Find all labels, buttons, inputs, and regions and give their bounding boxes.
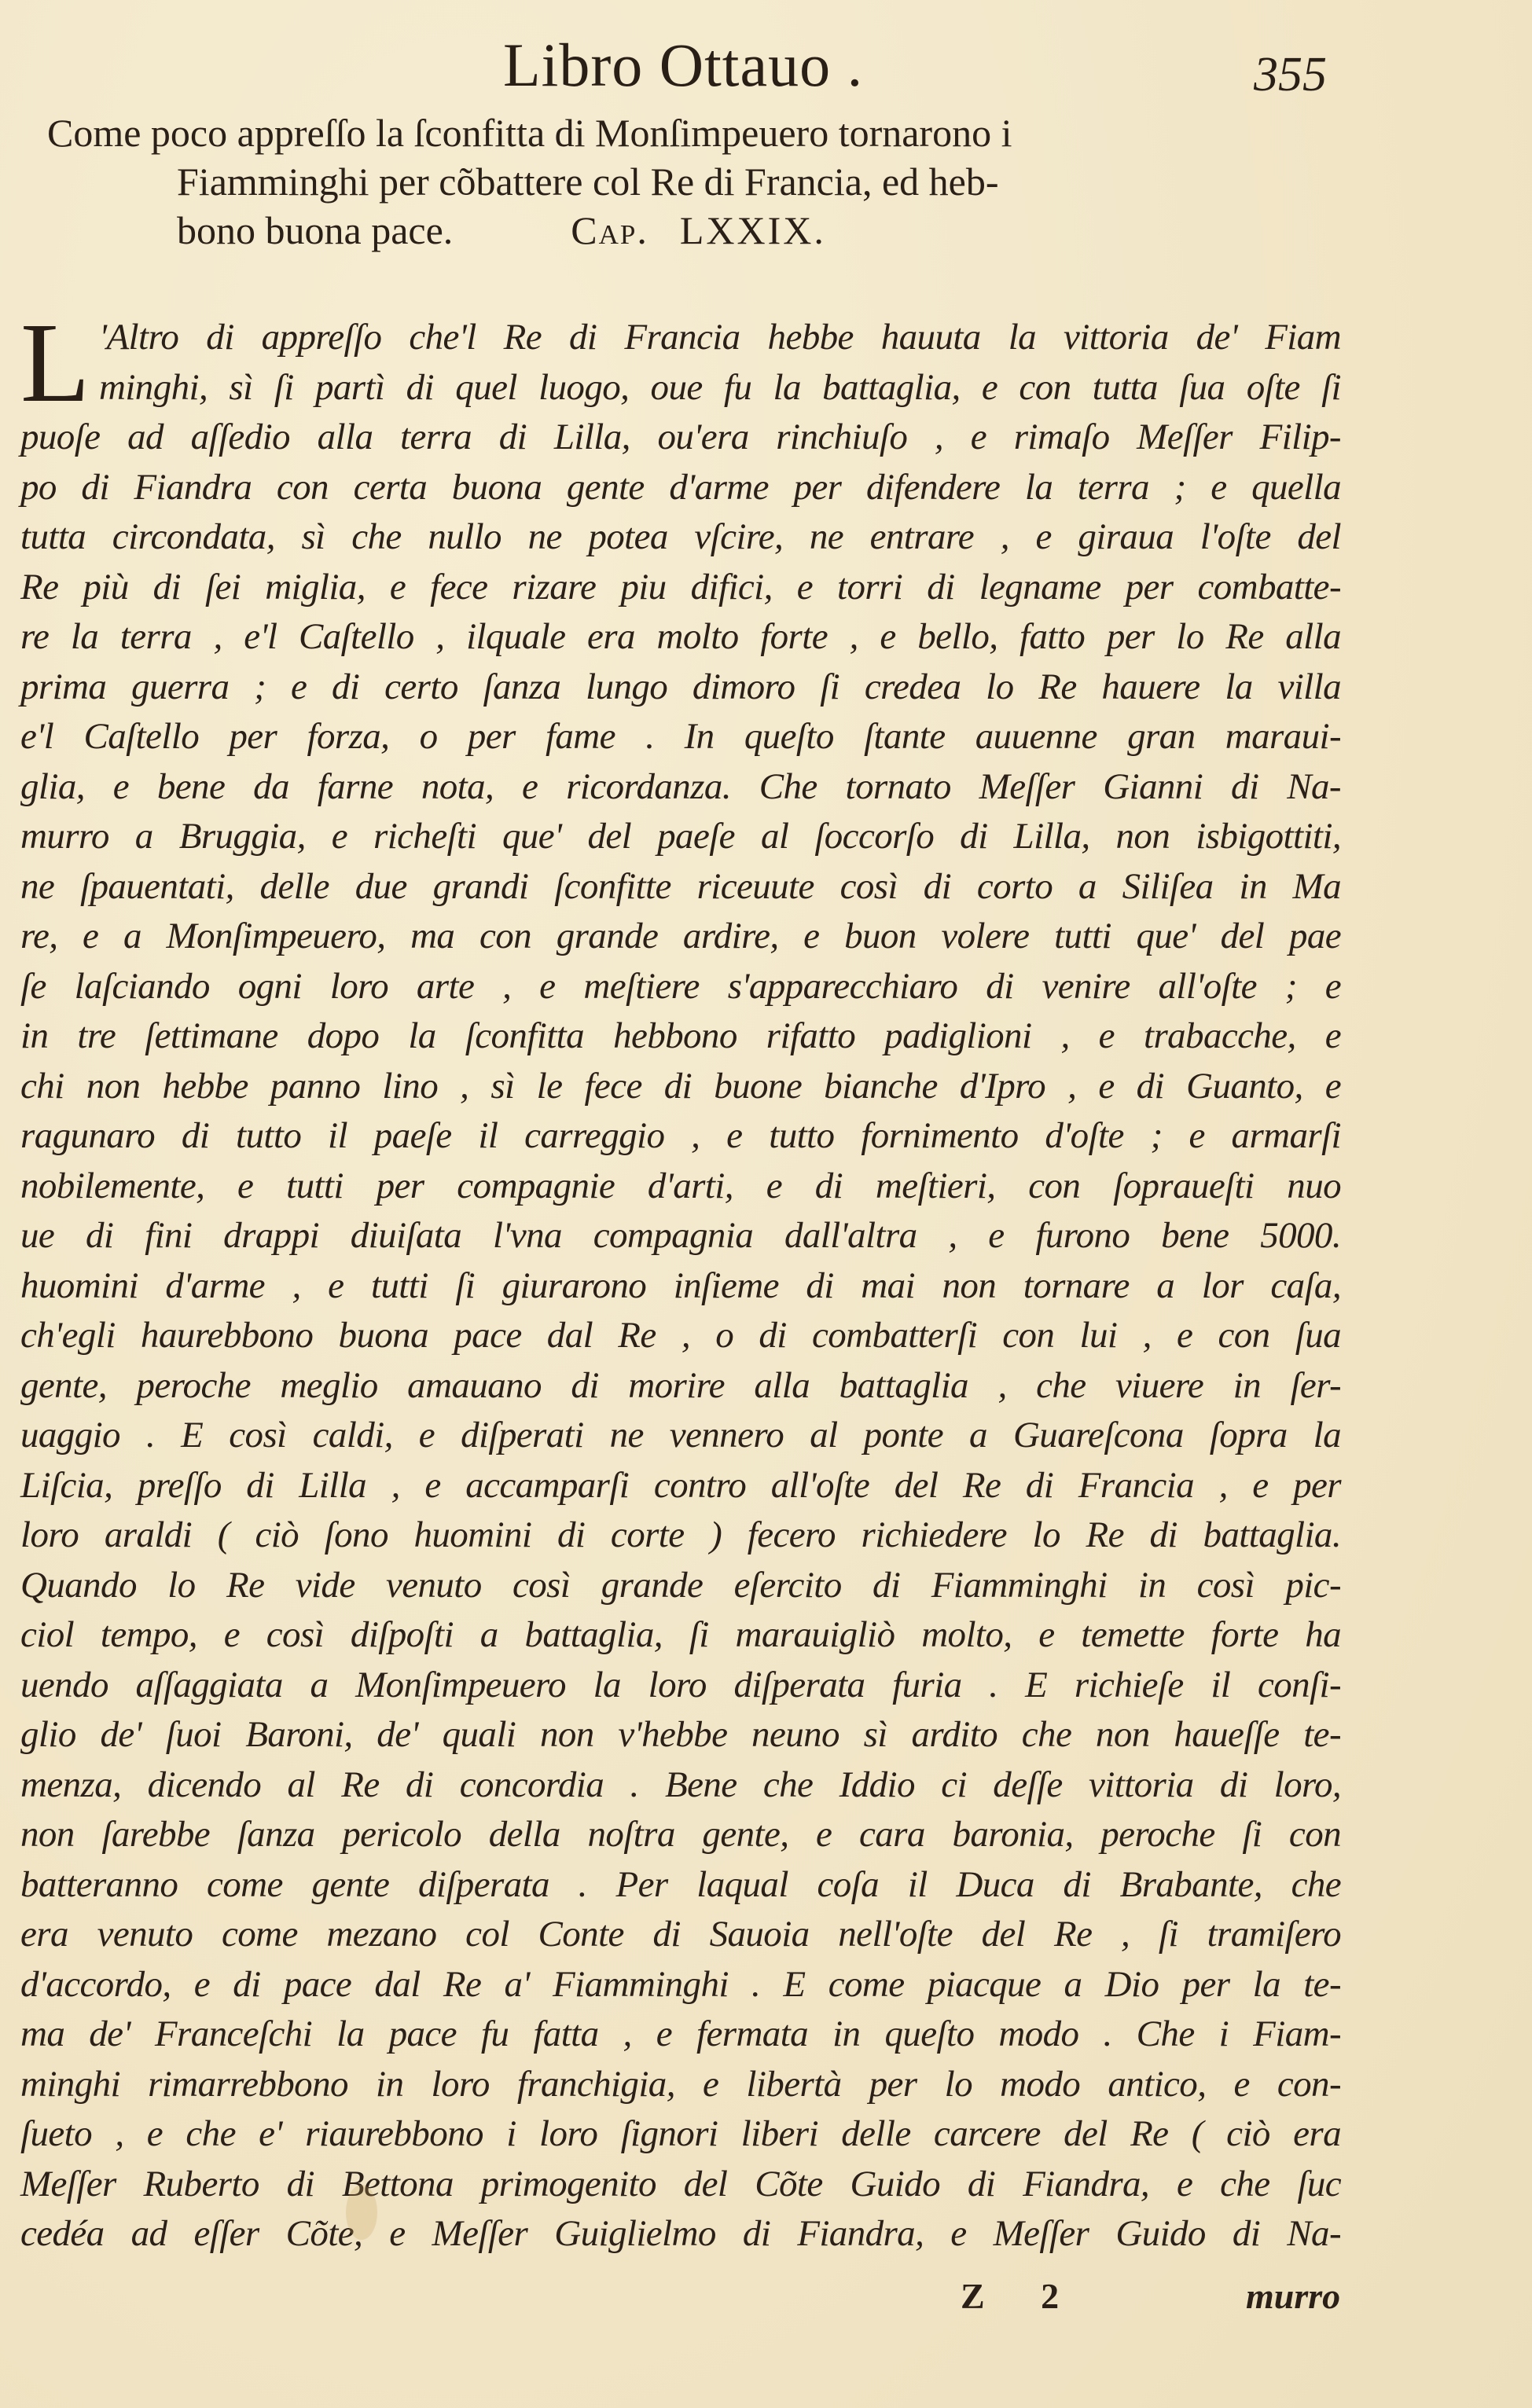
text-line: uaggio . E così caldi, e diſperati ne vennero al ponte a Guareſcona ſopra la <box>20 1415 1341 1455</box>
page-number: 355 <box>1254 48 1327 101</box>
text-line: re la terra , e'l Caſtello , ilquale era molto forte , e bello, fatto per lo Re alla <box>20 616 1341 657</box>
text-line: glia, e bene da farne nota, e ricordanza. Che tornato Meſſer Gianni di Na- <box>20 765 1341 807</box>
text-line: Liſcia, preſſo di Lilla , e accamparſi contro all'oſte del Re di Francia , e per <box>20 1464 1341 1506</box>
text-line: ſueto , e che e' riaurebbono i loro ſignori liberi delle carcere del Re ( ciò era <box>20 2113 1341 2154</box>
text-line: ciol tempo, e così diſpoſti a battaglia, ſi marauigliò molto, e temette forte ha <box>20 1614 1341 1655</box>
catchword: murro <box>1246 2276 1341 2316</box>
chapter-label: Cap. <box>571 208 648 252</box>
text-line: ue di fini drappi diuiſata l'vna compagnia dall'altra , e furono bene 5000. <box>20 1215 1341 1256</box>
text-line: prima guerra ; e di certo ſanza lungo dimoro ſi credea lo Re hauere la villa <box>20 666 1341 707</box>
text-line: huomini d'arme , e tutti ſi giurarono inſieme di mai non tornare a lor caſa, <box>20 1265 1341 1306</box>
page-footer <box>0 2275 1532 2322</box>
chapter-number: LXXIX. <box>679 208 826 252</box>
running-head: Libro Ottauo . <box>503 31 864 99</box>
text-line: chi non hebbe panno lino , sì le fece di buone bianche d'Ipro , e di Guanto, e <box>20 1065 1341 1107</box>
text-line: 'Altro di appreſſo che'l Re di Francia hebbe hauuta la vittoria de' Fiam <box>99 317 1341 358</box>
chapter-title-line: Come poco appreſſo la ſconfitta di Monſimpeuero tornarono i <box>47 111 1012 155</box>
text-line: Meſſer Ruberto di Bettona primogenito del Cõte Guido di Fiandra, e che ſuc <box>20 2163 1341 2204</box>
text-line: menza, dicendo al Re di concordia . Bene che Iddio ci deſſe vittoria di loro, <box>20 1764 1341 1805</box>
text-line: ſe laſciando ogni loro arte , e meſtiere s'apparecchiaro di venire all'oſte ; e <box>20 965 1341 1007</box>
text-line: Quando lo Re vide venuto così grande eſercito di Fiamminghi in così pic- <box>20 1564 1341 1606</box>
text-line: nobilemente, e tutti per compagnie d'arti, e di meſtieri, con ſopraueſti nuo <box>20 1165 1341 1206</box>
text-line: era venuto come mezano col Conte di Sauoia nell'oſte del Re , ſi tramiſero <box>20 1914 1341 1955</box>
signature-mark: Z 2 <box>961 2276 1083 2316</box>
text-line: ma de' Franceſchi la pace fu fatta , e fermata in queſto modo . Che i Fiam- <box>20 2013 1341 2054</box>
text-line: gente, peroche meglio amauano di morire alla battaglia , che viuere in ſer- <box>20 1364 1341 1406</box>
text-line: puoſe ad aſſedio alla terra di Lilla, ou'era rinchiuſo , e rimaſo Meſſer Filip- <box>20 417 1341 457</box>
text-line: minghi, sì ſi partì di quel luogo, oue fu la battaglia, e con tutta ſua oſte ſi <box>99 366 1341 408</box>
text-line: cedéa ad eſſer Cõte, e Meſſer Guiglielmo di Fiandra, e Meſſer Guido di Na- <box>20 2213 1341 2254</box>
text-line: uendo aſſaggiata a Monſimpeuero la loro diſperata furia . E richieſe il conſi- <box>20 1664 1341 1705</box>
text-line: non ſarebbe ſanza pericolo della noſtra gente, e cara baronia, peroche ſi con <box>20 1814 1341 1855</box>
text-line: loro araldi ( ciò ſono huomini di corte ) fecero richiedere lo Re di battaglia. <box>20 1514 1341 1555</box>
text-line: re, e a Monſimpeuero, ma con grande ardire, e buon volere tutti que' del pae <box>20 916 1341 956</box>
text-line: e'l Caſtello per forza, o per fame . In queſto ſtante auuenne gran maraui- <box>20 716 1341 757</box>
chapter-title-line <box>47 206 1305 255</box>
text-line: batteranno come gente diſperata . Per laqual coſa il Duca di Brabante, che <box>20 1863 1341 1905</box>
text-line: murro a Bruggia, e richeſti que' del paeſe al ſoccorſo di Lilla, non isbigottiti, <box>20 816 1341 857</box>
body-text <box>20 300 1341 2259</box>
text-line: ne ſpauentati, delle due grandi ſconfitte riceuute così di corto a Siliſea in Ma <box>20 865 1341 907</box>
text-line: ragunaro di tutto il paeſe il carreggio , e tutto fornimento d'oſte ; e armarſi <box>20 1115 1341 1156</box>
text-line: in tre ſettimane dopo la ſconfitta hebbono rifatto padiglioni , e trabacche, e <box>20 1015 1341 1056</box>
chapter-title-line: Fiamminghi per cõbattere col Re di Francia, ed heb- <box>177 160 999 204</box>
text-line: d'accordo, e di pace dal Re a' Fiamminghi . E come piacque a Dio per la te- <box>20 1963 1341 2005</box>
chapter-heading <box>47 108 1305 255</box>
text-line: minghi rimarrebbono in loro franchigia, e libertà per lo modo antico, e con- <box>20 2063 1341 2105</box>
text-line: tutta circondata, sì che nullo ne potea vſcire, ne entrare , e giraua l'oſte del <box>20 516 1341 557</box>
text-line: ch'egli haurebbono buona pace dal Re , o di combatterſi con lui , e con ſua <box>20 1315 1341 1356</box>
text-line: Re più di ſei miglia, e fece rizare piu difici, e torri di legname per combatte- <box>20 566 1341 608</box>
chapter-title-line-text: bono buona pace. <box>177 208 454 252</box>
drop-cap: L <box>20 300 90 426</box>
text-line: po di Fiandra con certa buona gente d'arme per difendere la terra ; e quella <box>20 466 1341 508</box>
paper-stain <box>346 2185 377 2240</box>
text-line: glio de' ſuoi Baroni, de' quali non v'hebbe neuno sì ardito che non haueſſe te- <box>20 1714 1341 1755</box>
